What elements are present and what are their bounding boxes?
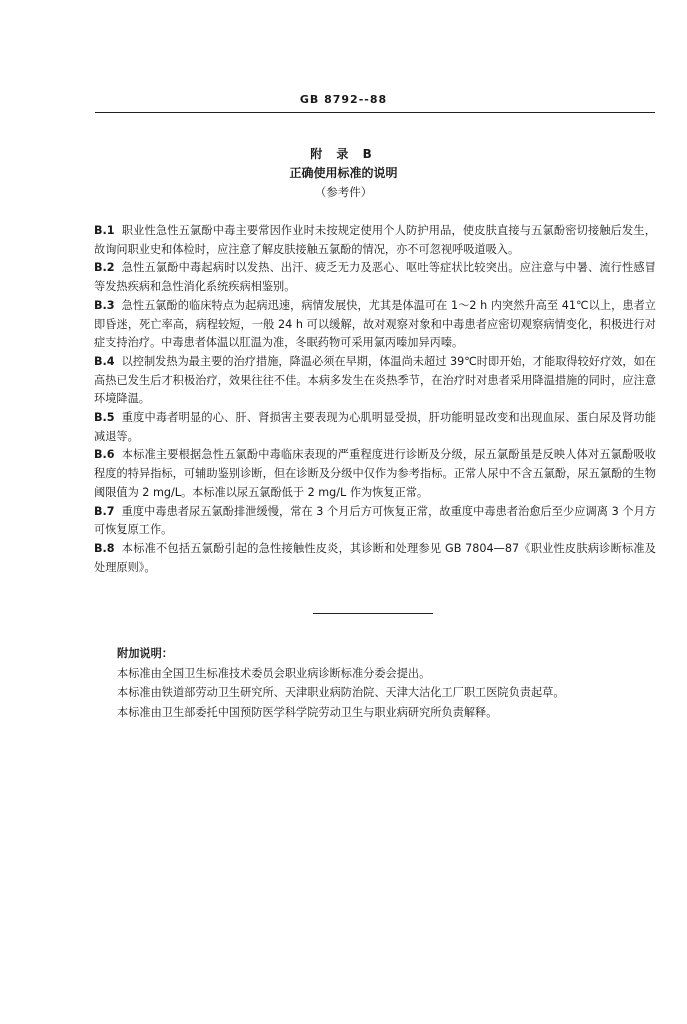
appendix-title: 附 录 B	[310, 147, 377, 161]
additional-note-line: 本标准由卫生部委托中国预防医学科学院劳动卫生与职业病研究所负责解释。	[117, 705, 498, 719]
clause-number: B.7	[94, 504, 115, 518]
clause-text: 重度中毒患者尿五氯酚排泄缓慢，常在 3 个月后方可恢复正常，故重度中毒患者治愈后至少应调离 3 个月方可恢复原工作。	[94, 504, 656, 537]
clause-b8	[94, 540, 656, 577]
clause-text: 重度中毒者明显的心、肝、肾损害主要表现为心肌明显受损，肝功能明显改变和出现血尿、蛋白尿及肾功能减退等。	[94, 411, 656, 443]
additional-note-line: 本标准由铁道部劳动卫生研究所、天津职业病防治院、天津大沽化工厂职工医院负责起草。	[117, 686, 565, 699]
appendix-subtitle: 正确使用标准的说明	[289, 166, 398, 180]
clause-text: 本标准不包括五氯酚引起的急性接触性皮炎，其诊断和处理参见 GB 7804—87《职业性皮肤病诊断标准及处理原则》。	[94, 541, 656, 574]
clause-number: B.5	[94, 411, 115, 425]
clause-text: 以控制发热为最主要的治疗措施，降温必须在早期，体温尚未超过 39℃时即开始，才能取得较好疗效，如在高热已发生后才积极治疗，效果往往不佳。本病多发生在炎热季节，在治疗时对患者采用降温措施的同时，应注意环境降温。	[94, 354, 656, 406]
additional-notes	[117, 644, 657, 722]
clause-b7	[94, 503, 656, 540]
clause-text: 急性五氯酚中毒起病时以发热、出汗、疲乏无力及恶心、呕吐等症状比较突出。应注意与中暑、流行性感冒等发热疾病和急性消化系统疾病相鉴别。	[94, 261, 656, 294]
clause-b3	[94, 297, 656, 353]
additional-note-line: 本标准由全国卫生标准技术委员会职业病诊断标准分委会提出。	[117, 666, 431, 680]
clause-text: 职业性急性五氯酚中毒主要常因作业时未按规定使用个人防护用品，使皮肤直接与五氯酚密切接触后发生，故询问职业史和体检时，应注意了解皮肤接触五氯酚的情况，亦不可忽视呼吸道吸入。	[94, 224, 656, 256]
clause-number: B.1	[94, 224, 115, 237]
standard-code: GB 8792--88	[299, 93, 388, 106]
clause-text: 本标准主要根据急性五氯酚中毒临床表现的严重程度进行诊断及分级，尿五氯酚虽是反映人体对五氯酚吸收程度的特异指标，可辅助鉴别诊断，但在诊断及分级中仅作为参考指标。正常人尿中不含五氯酚，尿五氯酚的生物阈限值为 2 mg/L。本标准以尿五氯酚低于 2 mg/L 作为恢复正常。	[94, 448, 656, 499]
end-rule	[313, 613, 433, 614]
clause-number: B.3	[94, 298, 115, 312]
header-rule	[95, 112, 655, 113]
clause-number: B.2	[94, 261, 115, 275]
clause-b6	[94, 446, 656, 502]
additional-notes-heading: 附加说明：	[117, 647, 173, 660]
clause-number: B.4	[94, 354, 115, 368]
clause-b1	[94, 222, 656, 259]
clause-b4	[94, 353, 656, 409]
appendix-body	[94, 222, 656, 577]
clause-b5	[94, 409, 656, 446]
clause-number: B.6	[94, 448, 115, 462]
clause-number: B.8	[94, 541, 115, 555]
appendix-note: （参考件）	[314, 185, 373, 199]
clause-text: 急性五氯酚的临床特点为起病迅速，病情发展快，尤其是体温可在 1～2 h 内突然升高至 41℃以上，患者立即昏迷，死亡率高，病程较短，一般 24 h 可以缓解，故对观察对象和中毒患者应密切观察病情变化，积极进行对症支持治疗。中毒患者体温以肛温为准，冬眠药物可采用氯丙嗪加异丙嗪。	[94, 298, 656, 350]
clause-b2	[94, 259, 656, 296]
